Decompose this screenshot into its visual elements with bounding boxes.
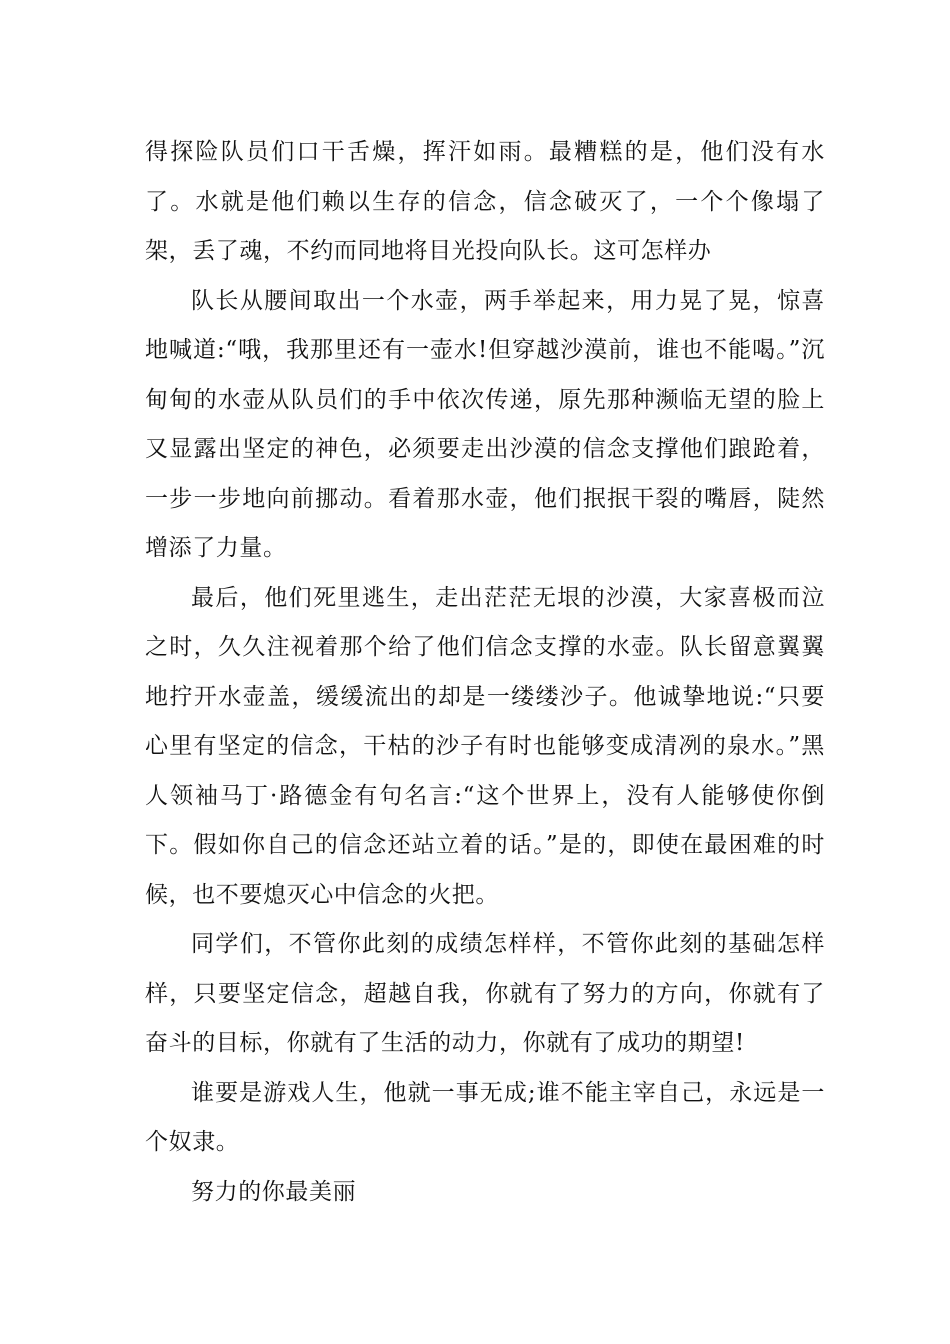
paragraph: 谁要是游戏人生，他就一事无成;谁不能主宰自己，永远是一个奴隶。 [145, 1079, 825, 1155]
paragraph: 同学们，不管你此刻的成绩怎样样，不管你此刻的基础怎样样，只要坚定信念，超越自我，你就有了努力的方向，你就有了奋斗的目标，你就有了生活的动力，你就有了成功的期望! [145, 931, 825, 1056]
section-heading: 努力的你最美丽 [191, 1178, 357, 1205]
paragraph-continued: 得探险队员们口干舌燥，挥汗如雨。最糟糕的是，他们没有水了。水就是他们赖以生存的信念，信念破灭了，一个个像塌了架，丢了魂，不约而同地将目光投向队长。这可怎样办 [145, 139, 825, 264]
paragraph: 最后，他们死里逃生，走出茫茫无垠的沙漠，大家喜极而泣之时，久久注视着那个给了他们信念支撑的水壶。队长留意翼翼地拧开水壶盖，缓缓流出的却是一缕缕沙子。他诚挚地说:“只要心里有坚定的信念，干枯的沙子有时也能够变成清冽的泉水。”黑人领袖马丁·路德金有句名言:“这个世界上，没有人能够使你倒下。假如你自己的信念还站立着的话。”是的，即使在最困难的时候，也不要熄灭心中信念的火把。 [145, 584, 825, 908]
paragraph: 队长从腰间取出一个水壶，两手举起来，用力晃了晃，惊喜地喊道:“哦，我那里还有一壶水!但穿越沙漠前，谁也不能喝。”沉甸甸的水壶从队员们的手中依次传递，原先那种濒临无望的脸上又显露出坚定的神色，必须要走出沙漠的信念支撑他们踉跄着，一步一步地向前挪动。看着那水壶，他们抿抿干裂的嘴唇，陡然增添了力量。 [145, 287, 825, 561]
document-body [145, 128, 825, 1217]
